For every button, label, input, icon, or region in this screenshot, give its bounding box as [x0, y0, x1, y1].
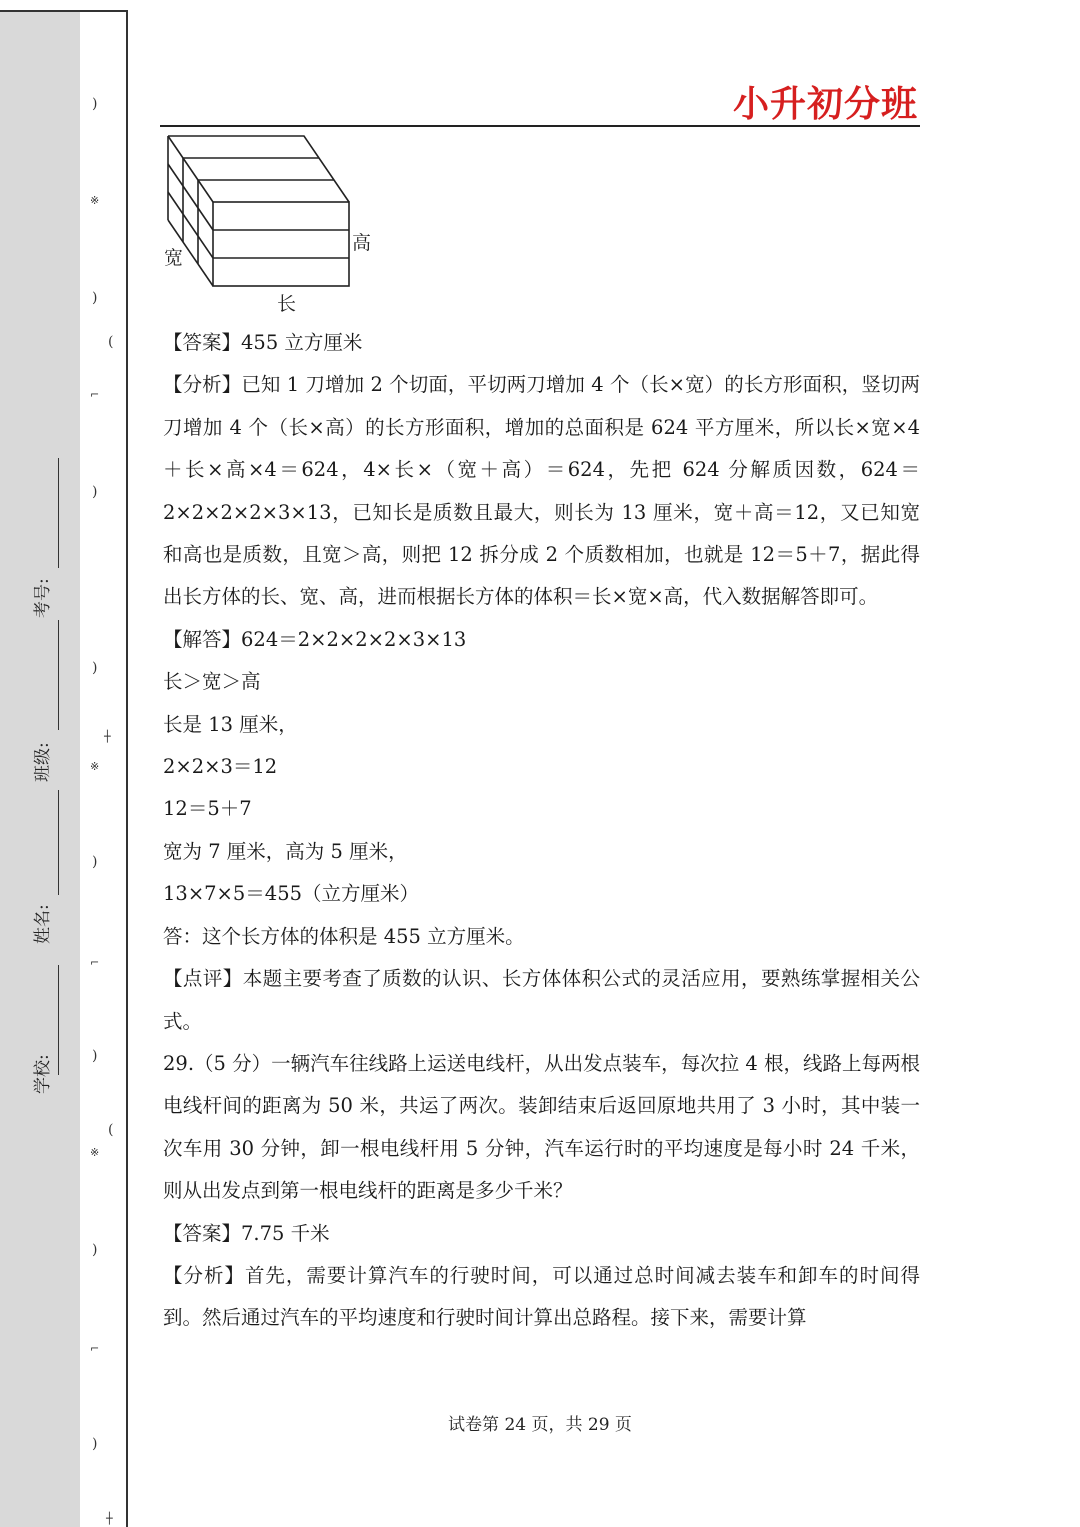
q28-solution-line: 长＞宽＞高 — [163, 670, 261, 694]
seal-paren: ) — [92, 96, 98, 112]
q29-analysis: 【分析】首先，需要计算汽车的行驶时间，可以通过总时间减去装车和卸车的时间得到。然后通过汽车的平均速度和行驶时间计算出总路程。接下来，需要计算 — [163, 1263, 920, 1330]
label-length: 长 — [277, 293, 297, 315]
label-height: 高 — [352, 232, 372, 254]
q28-analysis: 【分析】已知 1 刀增加 2 个切面，平切两刀增加 4 个（长×宽）的长方形面积，竖切两刀增加 4 个（长×高）的长方形面积，增加的总面积是 624 平方厘米，所以长×宽×4＋长×高×4＝624，4×长×（宽＋高）＝624，先把 624 分解质因数，624＝2×2×2×2×3×13，已知长是质数且最大，则长为 13 厘米，宽＋高＝12，又已知宽和高也是质数，且宽＞高，则把 12 拆分成 2 个质数相加，也就是 12＝5＋7，据此得出长方体的长、宽、高，进而根据长方体的体积＝长×宽×高，代入数据解答即可。 — [163, 373, 920, 609]
seal-mark: ※ — [90, 194, 100, 207]
seal-paren: ) — [92, 1242, 98, 1258]
seal-paren: ) — [92, 854, 98, 870]
cuboid-top-left-edge — [168, 136, 213, 202]
gutter-top-rule — [0, 10, 128, 12]
seal-paren: ) — [92, 290, 98, 306]
cut-line — [168, 164, 213, 230]
seal-paren: ) — [92, 660, 98, 676]
seal-paren: ( — [108, 1122, 114, 1138]
seal-mark: ┼ — [104, 730, 111, 743]
q28-solution-line: 13×7×5＝455（立方厘米） — [163, 882, 420, 906]
q29-question: 29.（5 分）一辆汽车往线路上运送电线杆，从出发点装车，每次拉 4 根，线路上每两根电线杆间的距离为 50 米，共运了两次。装卸结束后返回原地共用了 3 小时，其中装一次车用 30 分钟，卸一根电线杆用 5 分钟，汽车运行时的平均速度是每小时 24 千米，则从出发点到第一根电线杆的距离是多少千米？ — [163, 1051, 920, 1203]
cuboid-svg — [160, 132, 390, 317]
q28-solution-line: 长是 13 厘米， — [163, 712, 298, 736]
seal-mark: ⌐ — [90, 956, 100, 969]
page-footer: 试卷第 24 页，共 29 页 — [448, 1415, 632, 1435]
field-line-class[interactable] — [58, 620, 59, 730]
field-label-school: 学校: — [33, 1054, 53, 1094]
cuboid-top-edge — [168, 136, 349, 202]
cuboid-front-face — [213, 202, 349, 286]
cuboid-diagram — [160, 132, 390, 317]
field-line-name[interactable] — [58, 790, 59, 895]
q28-comment: 【点评】本题主要考查了质数的认识、长方体体积公式的灵活应用，要熟练掌握相关公式。 — [163, 967, 920, 1033]
q28-solution-line: 宽为 7 厘米，高为 5 厘米， — [163, 839, 408, 863]
header-title: 小升初分班 — [732, 84, 918, 125]
q28-solution-line: 2×2×3＝12 — [163, 755, 278, 779]
seal-paren: ) — [92, 1436, 98, 1452]
seal-mark: ⌐ — [90, 388, 100, 401]
q28-solution-line: 【解答】624＝2×2×2×2×3×13 — [163, 627, 467, 651]
seal-mark: ⌐ — [90, 1342, 100, 1355]
field-line-exam-number[interactable] — [58, 458, 59, 568]
q29-answer: 【答案】7.75 千米 — [163, 1221, 330, 1245]
q28-solution-line: 12＝5＋7 — [163, 797, 252, 821]
field-label-name: 姓名: — [33, 904, 53, 944]
seal-paren: ) — [92, 1048, 98, 1064]
solution-content — [163, 322, 920, 1340]
q28-answer: 【答案】455 立方厘米 — [163, 331, 363, 354]
header-rule — [160, 125, 920, 127]
seal-mark: ※ — [90, 760, 100, 773]
seal-paren: ( — [108, 334, 114, 350]
seal-line-strip — [80, 10, 128, 1527]
seal-mark: ※ — [90, 1146, 100, 1159]
field-line-school[interactable] — [58, 965, 59, 1075]
field-label-class: 班级: — [33, 742, 53, 782]
q28-solution-line: 答：这个长方体的体积是 455 立方厘米。 — [163, 924, 525, 948]
seal-mark: ┼ — [106, 1512, 113, 1525]
label-width: 宽 — [164, 247, 184, 269]
field-label-exam-number: 考号: — [33, 578, 53, 618]
seal-paren: ) — [92, 484, 98, 500]
